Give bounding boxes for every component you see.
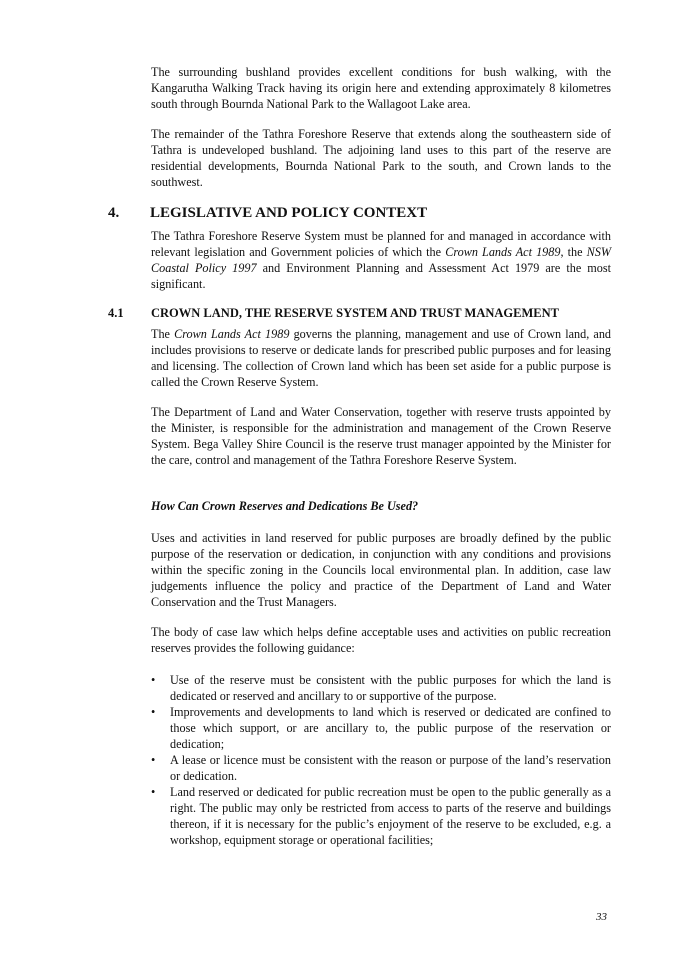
text-run: The Tathra Foreshore Reserve System must be planned for and managed in accordance with relevant legislation and Government policies of which the xyxy=(151,229,611,259)
list-item: • Land reserved or dedicated for public recreation must be open to the public generally as a right. The public may only be restricted from access to parts of the reserve and buildings thereon, if it is necessary for the public’s enjoyment of the reserve to be excluded, e.g. a workshop, equipment storage or operational facilities; xyxy=(151,784,611,848)
paragraph-case-law: The body of case law which helps define acceptable uses and activities on public recreation reserves provides the following guidance: xyxy=(151,625,611,655)
guidance-bullet-list xyxy=(151,672,611,848)
text-run: governs the planning, management and use of Crown land, and includes provisions to reserve or dedicate lands for prescribed public purposes and for leasing and licensing. The collection of Crown land which has been set aside for a public purpose is called the Crown Reserve System. xyxy=(151,327,612,389)
paragraph-uses-activities: Uses and activities in land reserved for public purposes are broadly defined by the public purpose of the reservation or dedication, in conjunction with any conditions and provisions within the specific zoning in the Councils local environmental plan. In addition, case law judgements influence the policy and practice of the Department of Land and Water Conservation and the Trust Managers. xyxy=(151,531,611,609)
subsection-heading-4-1 xyxy=(108,305,559,321)
section-title: LEGISLATIVE AND POLICY CONTEXT xyxy=(150,205,428,221)
list-item: • Improvements and developments to land which is reserved or dedicated are confined to those which support, or are ancillary to, the public purpose of the reservation or dedication; xyxy=(151,704,611,752)
text-run: , the xyxy=(560,245,587,259)
subsection-title: CROWN LAND, THE RESERVE SYSTEM AND TRUST MANAGEMENT xyxy=(151,306,559,320)
italic-subheading: How Can Crown Reserves and Dedications Be Used? xyxy=(151,499,419,513)
paragraph-crown-lands-act xyxy=(151,326,611,390)
paragraph-department: The Department of Land and Water Conservation, together with reserve trusts appointed by the Minister, is responsible for the administration and management of the Crown Reserve System. Bega Valley Shire Council is the reserve trust manager appointed by the Minister for the care, control and management of the Tathra Foreshore Reserve System. xyxy=(151,405,611,467)
list-item: • Use of the reserve must be consistent with the public purposes for which the land is dedicated or reserved and ancillary to or supportive of the purpose. xyxy=(151,672,611,704)
act-title-italic: Crown Lands Act 1989 xyxy=(174,327,290,341)
section-number: 4. xyxy=(108,205,120,221)
page-number: 33 xyxy=(596,911,607,923)
text-run: and Environment Planning and Assessment Act 1979 are the most significant. xyxy=(151,261,611,291)
text-run: The xyxy=(151,327,175,341)
paragraph-legislative-context xyxy=(151,228,611,292)
policy-title-italic: NSW Coastal Policy 1997 xyxy=(151,245,612,275)
paragraph-remainder: The remainder of the Tathra Foreshore Reserve that extends along the southeastern side of Tathra is undeveloped bushland. The adjoining land uses to this part of the reserve are residential developments, Bournda National Park to the south, and Crown lands to the southwest. xyxy=(151,127,611,189)
section-heading-4 xyxy=(108,205,427,221)
list-item: • A lease or licence must be consistent with the reason or purpose of the land’s reservation or dedication. xyxy=(151,752,611,784)
act-title-italic: Crown Lands Act 1989 xyxy=(445,245,561,259)
subsection-number: 4.1 xyxy=(108,306,124,320)
paragraph-bushland: The surrounding bushland provides excellent conditions for bush walking, with the Kangarutha Walking Track having its origin here and extending approximately 8 kilometres south through Bournda National Park to the Wallagoot Lake area. xyxy=(151,65,611,111)
